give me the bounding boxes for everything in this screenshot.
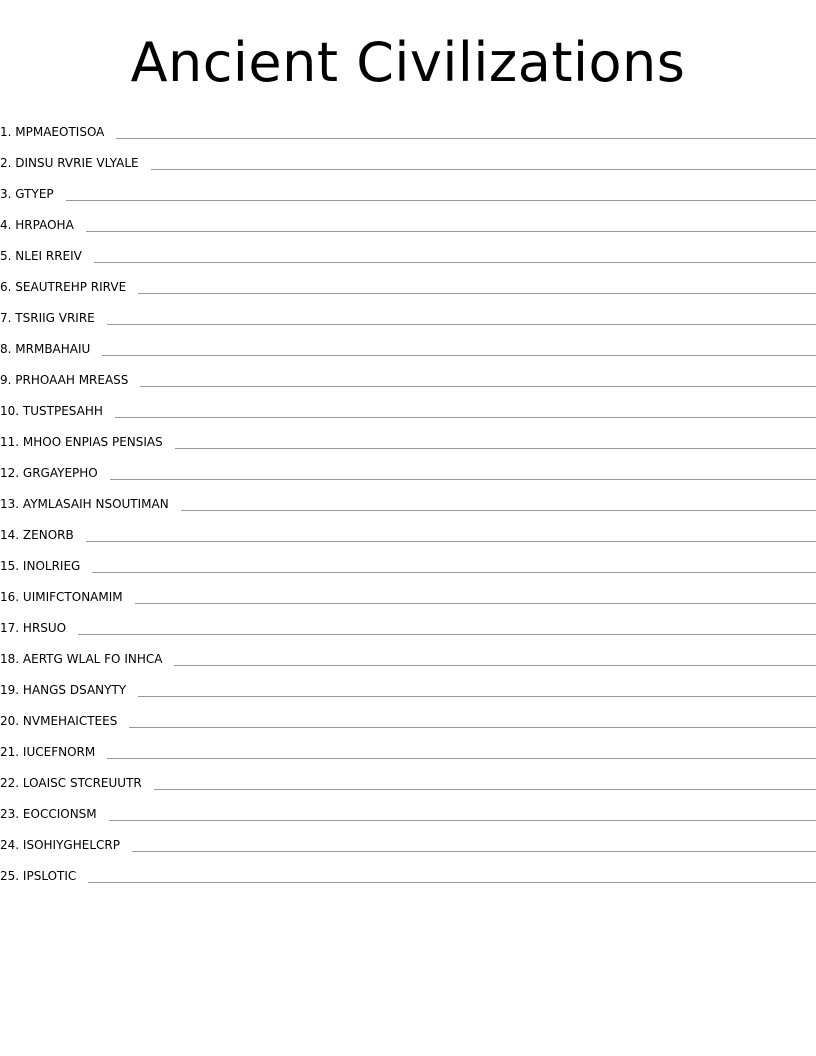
scrambled-word: LOAISC STCREUUTR xyxy=(22,776,142,790)
answer-line[interactable] xyxy=(94,262,816,263)
scramble-prompt xyxy=(0,435,163,451)
answer-line[interactable] xyxy=(86,541,816,542)
scramble-prompt xyxy=(0,466,98,482)
list-item xyxy=(0,575,816,606)
scramble-prompt xyxy=(0,869,76,885)
scrambled-word: DINSU RVRIE VLYALE xyxy=(15,156,139,170)
scrambled-word: AYMLASAIH NSOUTIMAN xyxy=(22,497,169,511)
list-item xyxy=(0,141,816,172)
item-number: 16. xyxy=(0,590,20,604)
scramble-prompt xyxy=(0,590,123,606)
scramble-prompt xyxy=(0,559,80,575)
answer-line[interactable] xyxy=(115,417,816,418)
list-item xyxy=(0,761,816,792)
item-number: 14. xyxy=(0,528,20,542)
item-number: 23. xyxy=(0,807,20,821)
list-item xyxy=(0,730,816,761)
list-item xyxy=(0,203,816,234)
answer-line[interactable] xyxy=(110,479,816,480)
answer-line[interactable] xyxy=(175,448,816,449)
item-number: 18. xyxy=(0,652,20,666)
answer-line[interactable] xyxy=(140,386,816,387)
scrambled-word: MHOO ENPIAS PENSIAS xyxy=(22,435,163,449)
scrambled-word: INOLRIEG xyxy=(22,559,81,573)
answer-line[interactable] xyxy=(92,572,816,573)
item-number: 25. xyxy=(0,869,20,883)
page-title: Ancient Civilizations xyxy=(130,31,686,94)
scrambled-word: ISOHIYGHELCRP xyxy=(22,838,120,852)
list-item xyxy=(0,823,816,854)
answer-line[interactable] xyxy=(107,758,816,759)
answer-line[interactable] xyxy=(109,820,816,821)
list-item xyxy=(0,296,816,327)
list-item xyxy=(0,606,816,637)
scramble-prompt xyxy=(0,528,74,544)
scramble-prompt xyxy=(0,156,139,172)
answer-line[interactable] xyxy=(129,727,816,728)
scrambled-word: HANGS DSANYTY xyxy=(22,683,127,697)
scrambled-word: AERTG WLAL FO INHCA xyxy=(22,652,163,666)
answer-line[interactable] xyxy=(132,851,816,852)
scramble-prompt xyxy=(0,187,54,203)
item-number: 24. xyxy=(0,838,20,852)
scrambled-word: PRHOAAH MREASS xyxy=(15,373,129,387)
answer-line[interactable] xyxy=(86,231,816,232)
scramble-prompt xyxy=(0,280,126,296)
scrambled-word: UIMIFCTONAMIM xyxy=(22,590,123,604)
item-number: 3. xyxy=(0,187,12,201)
list-item xyxy=(0,513,816,544)
scramble-prompt xyxy=(0,373,128,389)
scrambled-word: SEAUTREHP RIRVE xyxy=(15,280,127,294)
item-number: 7. xyxy=(0,311,12,325)
item-number: 12. xyxy=(0,466,20,480)
scramble-prompt xyxy=(0,745,95,761)
answer-line[interactable] xyxy=(88,882,816,883)
list-item xyxy=(0,482,816,513)
answer-line[interactable] xyxy=(151,169,816,170)
list-item xyxy=(0,699,816,730)
scramble-prompt xyxy=(0,714,117,730)
item-number: 19. xyxy=(0,683,20,697)
answer-line[interactable] xyxy=(138,696,816,697)
item-number: 15. xyxy=(0,559,20,573)
item-number: 2. xyxy=(0,156,12,170)
scrambled-word: MPMAEOTISOA xyxy=(15,125,105,139)
item-number: 13. xyxy=(0,497,20,511)
item-number: 21. xyxy=(0,745,20,759)
scrambled-word: TSRIIG VRIRE xyxy=(15,311,95,325)
scramble-prompt xyxy=(0,218,74,234)
item-number: 17. xyxy=(0,621,20,635)
item-number: 6. xyxy=(0,280,12,294)
scrambled-word: MRMBAHAIU xyxy=(15,342,91,356)
scrambled-word: NLEI RREIV xyxy=(15,249,82,263)
item-number: 1. xyxy=(0,125,12,139)
list-item xyxy=(0,544,816,575)
scrambled-word: HRPAOHA xyxy=(15,218,74,232)
item-number: 5. xyxy=(0,249,12,263)
scramble-prompt xyxy=(0,249,82,265)
scramble-prompt xyxy=(0,125,104,141)
list-item xyxy=(0,451,816,482)
scrambled-word: GTYEP xyxy=(15,187,54,201)
answer-line[interactable] xyxy=(102,355,816,356)
scramble-prompt xyxy=(0,311,95,327)
list-item xyxy=(0,792,816,823)
list-item xyxy=(0,358,816,389)
scramble-prompt xyxy=(0,652,162,668)
answer-line[interactable] xyxy=(174,665,816,666)
scramble-prompt xyxy=(0,776,142,792)
answer-line[interactable] xyxy=(116,138,816,139)
scramble-prompt xyxy=(0,807,97,823)
answer-line[interactable] xyxy=(138,293,816,294)
scramble-prompt xyxy=(0,342,90,358)
scramble-prompt xyxy=(0,621,66,637)
scrambled-word: EOCCIONSM xyxy=(22,807,97,821)
scramble-prompt xyxy=(0,497,169,513)
answer-line[interactable] xyxy=(66,200,816,201)
list-item xyxy=(0,668,816,699)
scrambled-word: NVMEHAICTEES xyxy=(22,714,118,728)
answer-line[interactable] xyxy=(107,324,816,325)
list-item xyxy=(0,172,816,203)
scrambled-word: ZENORB xyxy=(22,528,74,542)
list-item xyxy=(0,389,816,420)
list-item xyxy=(0,327,816,358)
item-number: 10. xyxy=(0,404,20,418)
scramble-prompt xyxy=(0,404,103,420)
scramble-list xyxy=(0,110,816,885)
item-number: 8. xyxy=(0,342,12,356)
item-number: 20. xyxy=(0,714,20,728)
list-item xyxy=(0,110,816,141)
list-item xyxy=(0,637,816,668)
scrambled-word: IUCEFNORM xyxy=(22,745,96,759)
scramble-prompt xyxy=(0,683,126,699)
scrambled-word: GRGAYEPHO xyxy=(22,466,98,480)
list-item xyxy=(0,420,816,451)
item-number: 22. xyxy=(0,776,20,790)
item-number: 4. xyxy=(0,218,12,232)
item-number: 9. xyxy=(0,373,12,387)
answer-line[interactable] xyxy=(78,634,816,635)
scrambled-word: HRSUO xyxy=(22,621,67,635)
scrambled-word: IPSLOTIC xyxy=(22,869,77,883)
item-number: 11. xyxy=(0,435,20,449)
scramble-prompt xyxy=(0,838,120,854)
list-item xyxy=(0,265,816,296)
answer-line[interactable] xyxy=(181,510,816,511)
scrambled-word: TUSTPESAHH xyxy=(22,404,103,418)
list-item xyxy=(0,234,816,265)
list-item xyxy=(0,854,816,885)
answer-line[interactable] xyxy=(154,789,816,790)
answer-line[interactable] xyxy=(135,603,816,604)
